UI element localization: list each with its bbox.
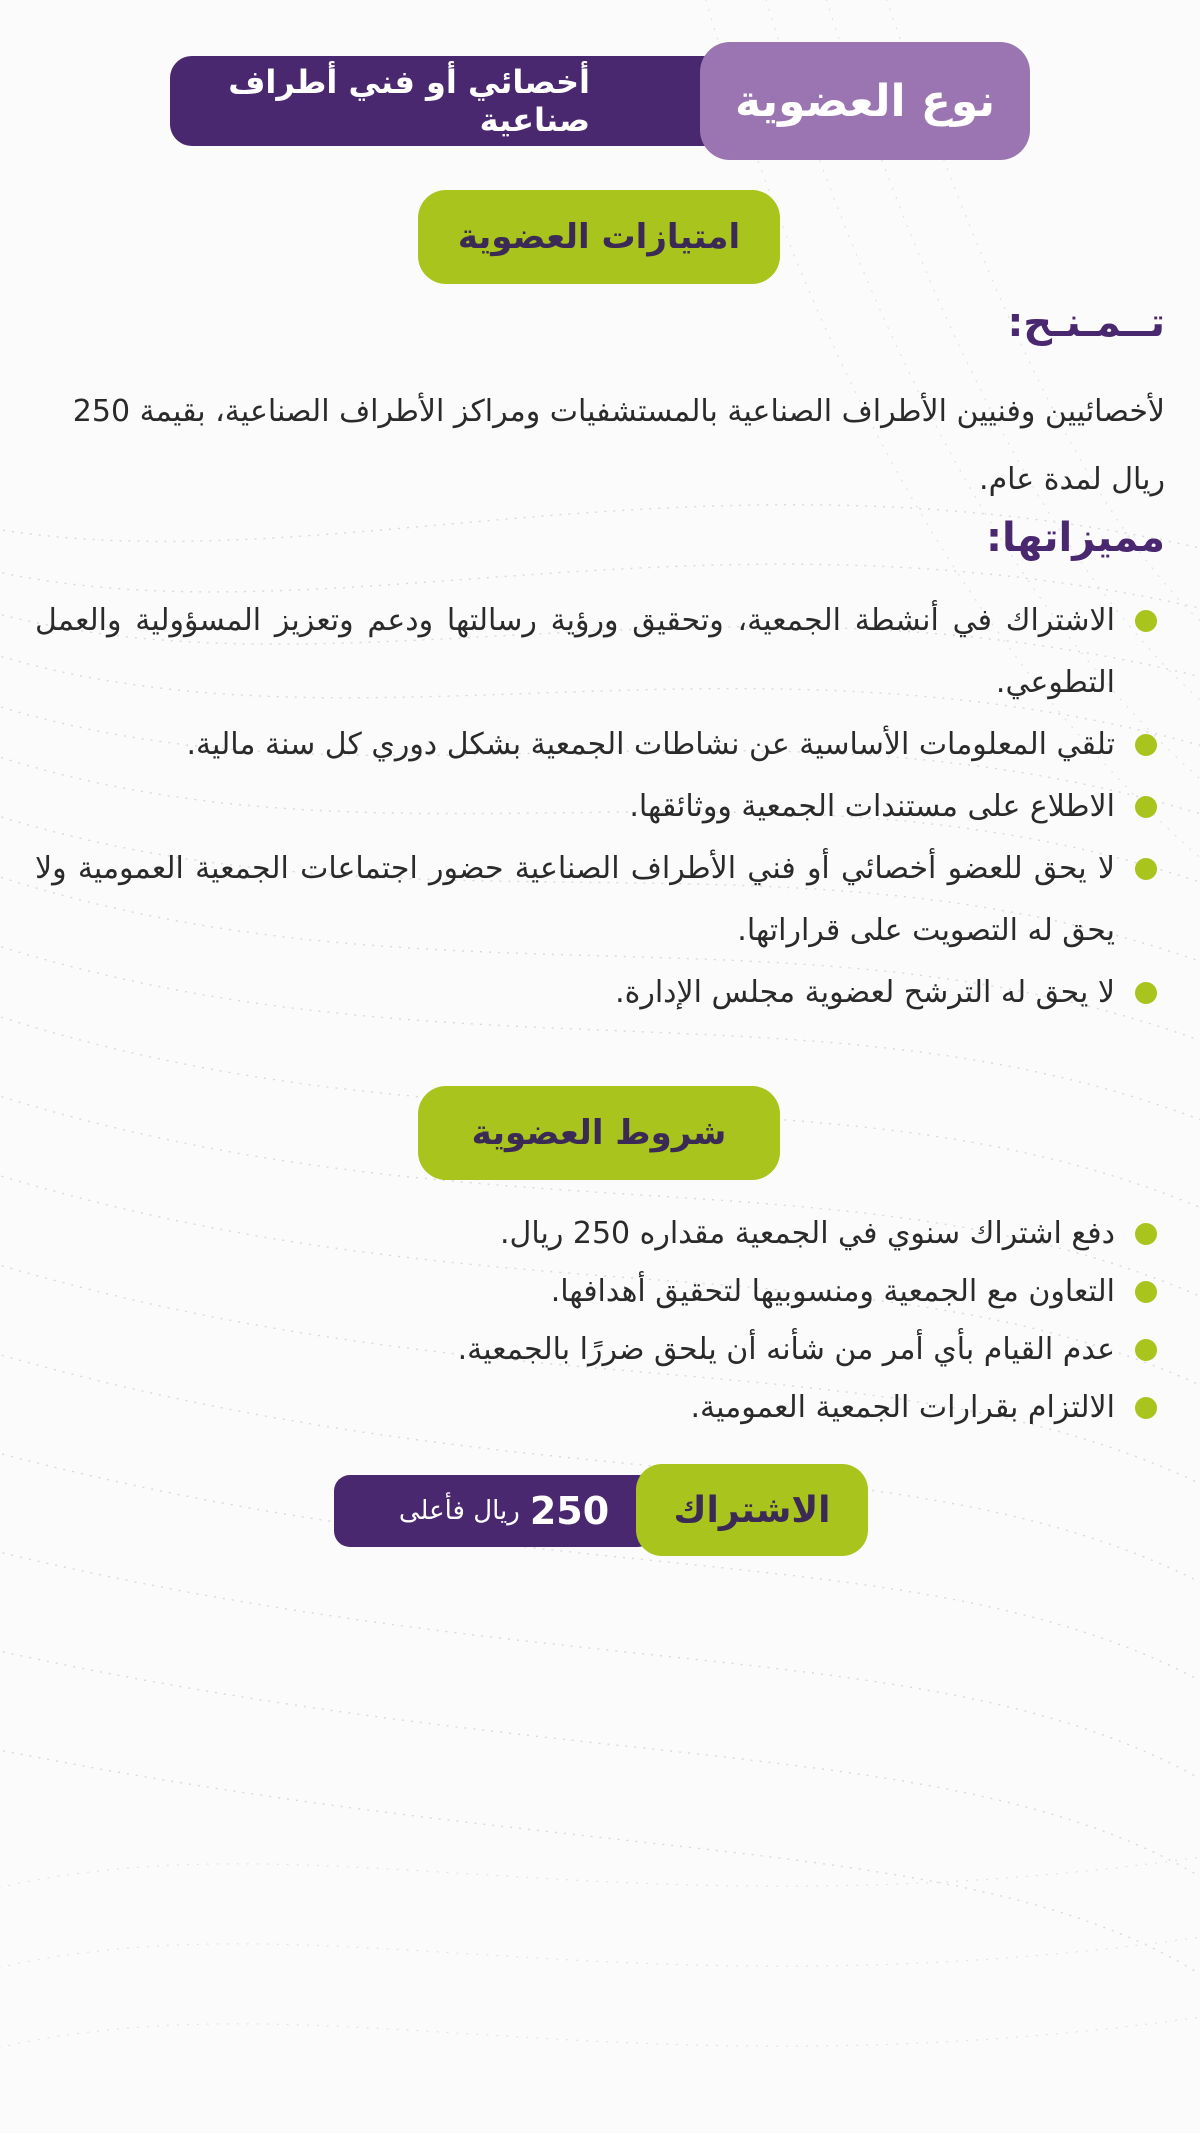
price-unit: ريال فأعلى	[398, 1496, 520, 1526]
subscription-price	[334, 1475, 654, 1547]
grants-text: لأخصائيين وفنيين الأطراف الصناعية بالمستشفيات ومراكز الأطراف الصناعية، بقيمة 250 ريال لمدة عام.	[72, 394, 1165, 497]
membership-type-value: أخصائي أو فني أطراف صناعية	[170, 56, 750, 146]
list-item: عدم القيام بأي أمر من شأنه أن يلحق ضررًا بالجمعية.	[35, 1321, 1165, 1379]
grants-heading: تــمـنـح:	[1007, 300, 1165, 346]
membership-type-banner	[170, 42, 1030, 160]
bullet-dot-icon	[1135, 1339, 1157, 1361]
membership-type-label: نوع العضوية	[700, 42, 1030, 160]
bullet-dot-icon	[1135, 1281, 1157, 1303]
bullet-dot-icon	[1135, 1223, 1157, 1245]
subscribe-widget	[334, 1464, 868, 1556]
list-item: دفع اشتراك سنوي في الجمعية مقداره 250 ريال.	[35, 1205, 1165, 1263]
features-list	[35, 590, 1165, 1024]
list-item: لا يحق للعضو أخصائي أو فني الأطراف الصناعية حضور اجتماعات الجمعية العمومية ولا يحق له التصويت على قراراتها.	[35, 838, 1165, 962]
list-item: الاشتراك في أنشطة الجمعية، وتحقيق ورؤية رسالتها ودعم وتعزيز المسؤولية والعمل التطوعي.	[35, 590, 1165, 714]
features-heading: مميزاتها:	[986, 515, 1165, 561]
bullet-dot-icon	[1135, 1397, 1157, 1419]
list-item: لا يحق له الترشح لعضوية مجلس الإدارة.	[35, 962, 1165, 1024]
bullet-dot-icon	[1135, 734, 1157, 756]
list-item: الاطلاع على مستندات الجمعية ووثائقها.	[35, 776, 1165, 838]
list-item: التعاون مع الجمعية ومنسوبيها لتحقيق أهدافها.	[35, 1263, 1165, 1321]
list-item: تلقي المعلومات الأساسية عن نشاطات الجمعية بشكل دوري كل سنة مالية.	[35, 714, 1165, 776]
bullet-dot-icon	[1135, 796, 1157, 818]
price-amount: 250	[529, 1489, 610, 1533]
subscribe-button[interactable]: الاشتراك	[636, 1464, 868, 1556]
bullet-dot-icon	[1135, 858, 1157, 880]
conditions-title: شروط العضوية	[418, 1086, 780, 1180]
conditions-list	[35, 1205, 1165, 1437]
bullet-dot-icon	[1135, 610, 1157, 632]
bullet-dot-icon	[1135, 982, 1157, 1004]
privileges-title: امتيازات العضوية	[418, 190, 780, 284]
list-item: الالتزام بقرارات الجمعية العمومية.	[35, 1379, 1165, 1437]
